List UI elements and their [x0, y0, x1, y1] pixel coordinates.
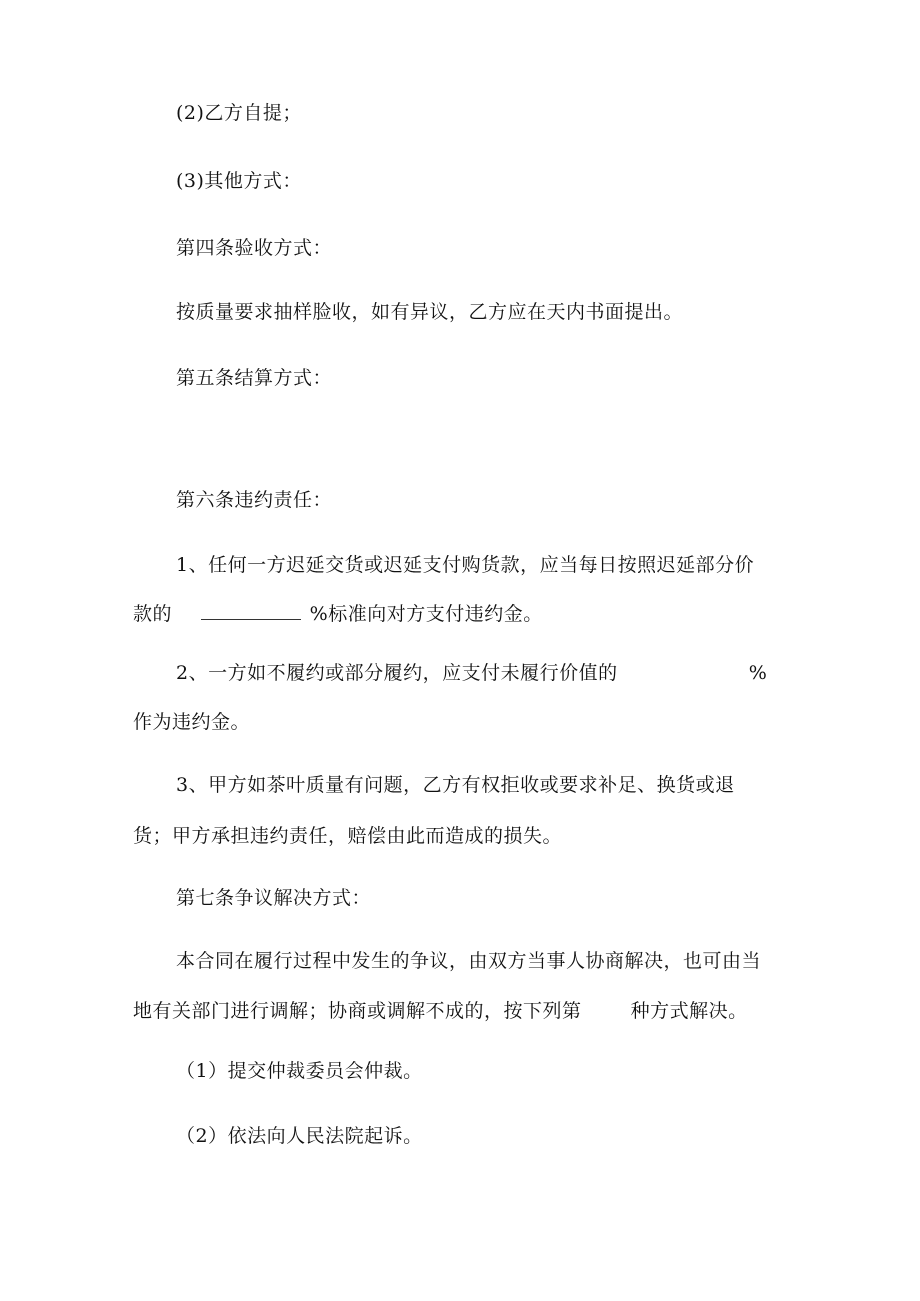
- article-7-body-prefix: 地有关部门进行调解；协商或调解不成的，按下列第: [133, 1000, 582, 1022]
- article-6-clause-2-line-1: [176, 661, 767, 685]
- delivery-option-other: (3)其他方式：: [176, 170, 302, 192]
- article-7-body-line-1: 本合同在履行过程中发生的争议，由双方当事人协商解决，也可由当: [176, 950, 762, 972]
- article-5-title: 第五条结算方式：: [176, 367, 333, 389]
- article-6-clause-2-line-2: 作为违约金。: [133, 711, 251, 733]
- article-6-clause-1-line-2: [133, 601, 543, 626]
- article-7-body-line-2: [133, 999, 748, 1023]
- article-7-body-suffix: 种方式解决。: [630, 1000, 748, 1022]
- article-6-clause-3-line-1: 3、甲方如茶叶质量有问题，乙方有权拒收或要求补足、换货或退: [176, 774, 735, 796]
- clause-2-prefix: 2、一方如不履约或部分履约，应支付未履行价值的: [176, 662, 618, 684]
- clause-1-suffix: %标准向对方支付违约金。: [309, 603, 543, 625]
- article-7-option-1: （1）提交仲裁委员会仲裁。: [176, 1060, 423, 1082]
- article-7-option-2: （2）依法向人民法院起诉。: [176, 1125, 423, 1147]
- article-6-clause-3-line-2: 货；甲方承担违约责任，赔偿由此而造成的损失。: [133, 825, 563, 847]
- article-6-clause-1-line-1: 1、任何一方迟延交货或迟延支付购货款，应当每日按照迟延部分价: [176, 554, 755, 576]
- delivery-option-self-pickup: (2)乙方自提；: [176, 102, 302, 124]
- clause-2-percent: %: [748, 662, 768, 684]
- article-4-title: 第四条验收方式：: [176, 237, 333, 259]
- article-4-body: 按质量要求抽样脸收，如有异议，乙方应在天内书面提出。: [176, 301, 684, 323]
- clause-1-prefix: 款的: [133, 603, 173, 625]
- article-6-title: 第六条违约责任：: [176, 489, 333, 511]
- article-7-title: 第七条争议解决方式：: [176, 887, 372, 909]
- penalty-rate-blank: [201, 601, 301, 620]
